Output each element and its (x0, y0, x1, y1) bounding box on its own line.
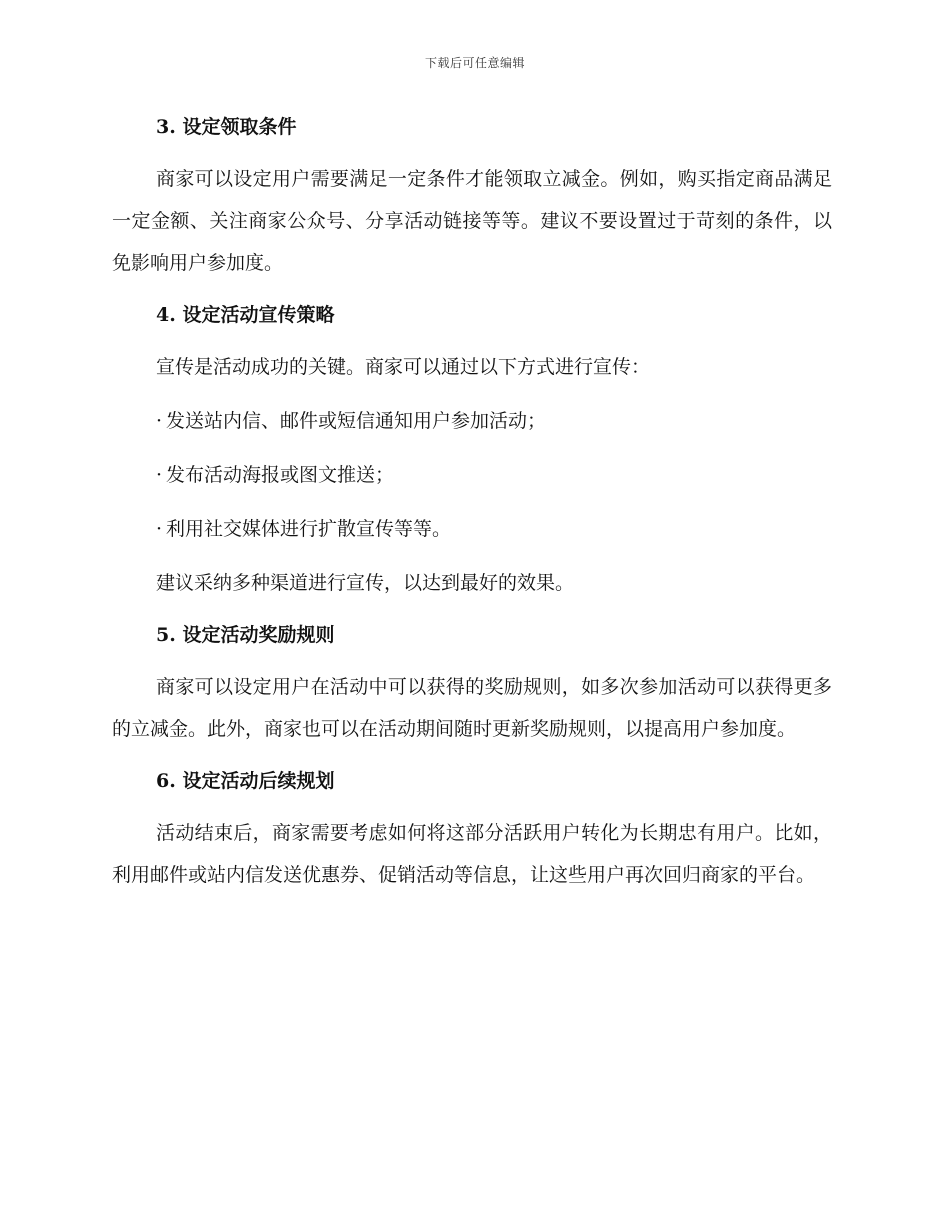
section-4-heading: 4. 设定活动宣传策略 (156, 304, 335, 326)
section-4-outro: 建议采纳多种渠道进行宣传，以达到最好的效果。 (156, 572, 575, 594)
bullet-text: 发送站内信、邮件或短信通知用户参加活动； (166, 410, 547, 432)
section-4-bullet-3 (112, 508, 832, 550)
section-3-paragraph: 商家可以设定用户需要满足一定条件才能领取立减金。例如，购买指定商品满足一定金额、关注商家公众号、分享活动链接等等。建议不要设置过于苛刻的条件，以免影响用户参加度。 (112, 168, 832, 274)
section-6-paragraph: 活动结束后，商家需要考虑如何将这部分活跃用户转化为长期忠有用户。比如，利用邮件或站内信发送优惠券、促销活动等信息，让这些用户再次回归商家的平台。 (112, 822, 832, 886)
section-3-heading: 3. 设定领取条件 (156, 116, 297, 138)
document-body (112, 108, 832, 908)
header-note: 下载后可任意编辑 (424, 56, 525, 70)
section-5-paragraph: 商家可以设定用户在活动中可以获得的奖励规则，如多次参加活动可以获得更多的立减金。此外，商家也可以在活动期间随时更新奖励规则，以提高用户参加度。 (112, 676, 832, 740)
section-4-bullet-1 (112, 400, 832, 442)
section-4-bullet-2 (112, 454, 832, 496)
bullet-dot-icon: · (156, 518, 163, 540)
bullet-text: 发布活动海报或图文推送； (166, 464, 395, 486)
bullet-dot-icon: · (156, 410, 163, 432)
section-5-heading: 5. 设定活动奖励规则 (156, 624, 335, 646)
bullet-text: 利用社交媒体进行扩散宣传等等。 (166, 518, 452, 540)
bullet-dot-icon: · (156, 464, 163, 486)
section-4-intro: 宣传是活动成功的关键。商家可以通过以下方式进行宣传： (156, 356, 651, 378)
section-6-heading: 6. 设定活动后续规划 (156, 770, 335, 792)
